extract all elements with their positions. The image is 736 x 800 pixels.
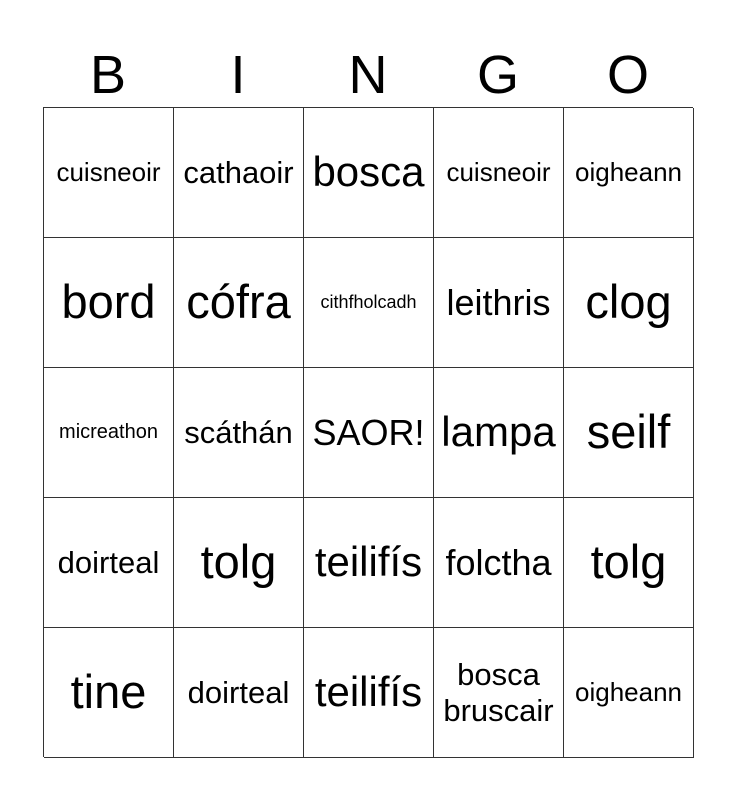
bingo-cell[interactable]: tine <box>44 628 174 758</box>
header-letter-n: N <box>348 45 388 105</box>
bingo-cell[interactable]: oigheann <box>564 108 694 238</box>
bingo-cell[interactable]: seilf <box>564 368 694 498</box>
bingo-cell[interactable]: tolg <box>174 498 304 628</box>
bingo-cell[interactable]: bord <box>44 238 174 368</box>
bingo-cell[interactable]: oigheann <box>564 628 694 758</box>
bingo-cell[interactable]: SAOR! <box>304 368 434 498</box>
bingo-cell[interactable]: cófra <box>174 238 304 368</box>
bingo-cell[interactable]: lampa <box>434 368 564 498</box>
bingo-cell[interactable]: cathaoir <box>174 108 304 238</box>
bingo-cell[interactable]: doirteal <box>174 628 304 758</box>
bingo-cell[interactable]: teilifís <box>304 498 434 628</box>
header-letter-o: O <box>606 45 649 105</box>
header-letter-g: G <box>476 45 519 105</box>
header-letter-b: B <box>89 45 127 105</box>
bingo-board <box>43 107 693 757</box>
bingo-cell[interactable]: bosca <box>304 108 434 238</box>
bingo-cell[interactable]: micreathon <box>44 368 174 498</box>
header-letter-i: I <box>230 45 246 105</box>
bingo-cell[interactable]: bosca bruscair <box>434 628 564 758</box>
bingo-cell[interactable]: clog <box>564 238 694 368</box>
bingo-cell[interactable]: doirteal <box>44 498 174 628</box>
bingo-cell[interactable]: cithfholcadh <box>304 238 434 368</box>
bingo-cell[interactable]: folctha <box>434 498 564 628</box>
bingo-cell[interactable]: cuisneoir <box>434 108 564 238</box>
bingo-cell[interactable]: leithris <box>434 238 564 368</box>
bingo-cell[interactable]: teilifís <box>304 628 434 758</box>
bingo-header <box>43 44 693 106</box>
bingo-cell[interactable]: scáthán <box>174 368 304 498</box>
bingo-cell[interactable]: tolg <box>564 498 694 628</box>
bingo-cell[interactable]: cuisneoir <box>44 108 174 238</box>
